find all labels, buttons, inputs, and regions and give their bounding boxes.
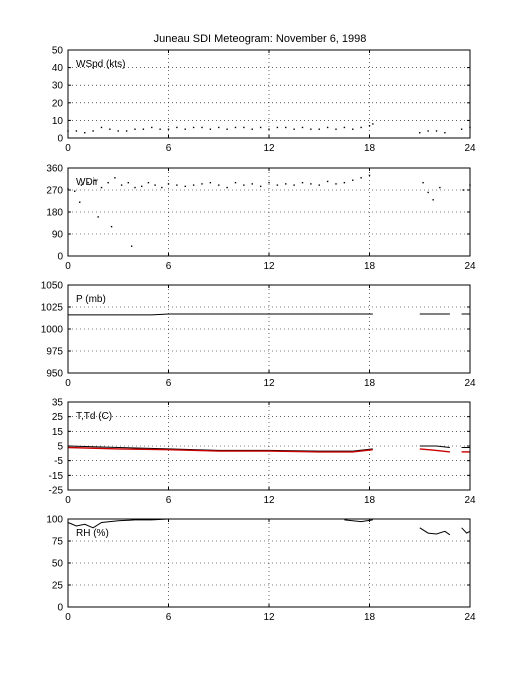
data-point — [201, 127, 202, 128]
data-point — [302, 127, 303, 128]
data-point — [109, 129, 110, 130]
panel-label: RH (%) — [76, 528, 109, 539]
panel-3 — [41, 281, 476, 390]
x-tick-label: 12 — [263, 143, 275, 154]
x-tick-label: 12 — [263, 378, 275, 389]
y-tick-label: 0 — [57, 133, 63, 145]
y-tick-label: 50 — [51, 558, 63, 570]
data-point — [419, 132, 420, 133]
series-line-1 — [344, 520, 372, 522]
y-tick-label: 5 — [57, 441, 63, 453]
x-tick-label: 6 — [165, 612, 172, 623]
series-line-1 — [420, 446, 450, 448]
x-tick-label: 18 — [363, 143, 376, 154]
data-point — [427, 130, 428, 131]
data-point — [134, 187, 135, 188]
x-tick-label: 6 — [165, 378, 172, 389]
series-line-1 — [462, 528, 470, 533]
panel-label: WDir — [76, 177, 99, 188]
x-tick-label: 24 — [464, 495, 476, 506]
y-tick-label: 975 — [46, 346, 63, 358]
y-tick-label: 90 — [51, 229, 63, 241]
x-tick-label: 0 — [65, 495, 71, 506]
data-point — [141, 186, 142, 187]
y-tick-label: 1025 — [40, 302, 63, 314]
x-tick-label: 0 — [65, 143, 71, 154]
y-tick-label: 50 — [51, 45, 63, 57]
y-tick-label: 0 — [57, 251, 63, 263]
data-point — [360, 177, 361, 178]
panel-5 — [46, 515, 476, 624]
data-point — [111, 226, 112, 227]
data-point — [352, 180, 353, 181]
x-tick-label: 18 — [363, 612, 376, 623]
data-point — [463, 189, 464, 190]
y-tick-label: 75 — [51, 536, 63, 548]
data-point — [319, 184, 320, 185]
y-tick-label: 100 — [46, 514, 63, 526]
y-tick-label: 0 — [57, 602, 63, 614]
data-point — [310, 129, 311, 130]
data-point — [185, 186, 186, 187]
x-tick-label: 6 — [165, 143, 172, 154]
data-point — [461, 129, 462, 130]
y-tick-label: 25 — [51, 580, 63, 592]
data-point — [235, 127, 236, 128]
data-point — [185, 129, 186, 130]
data-point — [327, 127, 328, 128]
data-point — [293, 184, 294, 185]
data-point — [226, 187, 227, 188]
data-point — [277, 127, 278, 128]
x-tick-label: 24 — [464, 143, 476, 154]
data-point — [252, 183, 253, 184]
data-point — [268, 182, 269, 183]
data-point — [352, 129, 353, 130]
x-tick-label: 6 — [165, 495, 172, 506]
y-tick-label: 10 — [51, 115, 63, 127]
data-point — [101, 127, 102, 128]
data-point — [176, 127, 177, 128]
data-point — [319, 129, 320, 130]
data-point — [327, 181, 328, 182]
data-point — [285, 183, 286, 184]
data-point — [444, 132, 445, 133]
data-point — [344, 127, 345, 128]
y-tick-label: 1050 — [40, 280, 63, 292]
data-point — [285, 127, 286, 128]
panel-4 — [49, 398, 476, 507]
data-point — [114, 177, 115, 178]
data-point — [148, 182, 149, 183]
data-point — [210, 129, 211, 130]
x-tick-label: 0 — [65, 378, 71, 389]
y-tick-label: -25 — [48, 485, 63, 497]
x-tick-label: 0 — [65, 612, 71, 623]
x-tick-label: 12 — [263, 612, 275, 623]
data-point — [268, 129, 269, 130]
data-point — [210, 182, 211, 183]
data-point — [277, 184, 278, 185]
panel-2 — [46, 164, 476, 273]
data-point — [121, 184, 122, 185]
data-point — [92, 130, 93, 131]
data-point — [108, 182, 109, 183]
data-point — [372, 123, 373, 124]
data-point — [79, 202, 80, 203]
data-point — [143, 129, 144, 130]
y-tick-label: -15 — [48, 470, 63, 482]
data-point — [101, 187, 102, 188]
data-point — [193, 127, 194, 128]
data-point — [369, 175, 370, 176]
data-point — [235, 182, 236, 183]
data-point — [427, 192, 428, 193]
data-point — [360, 127, 361, 128]
data-point — [168, 183, 169, 184]
data-point — [335, 129, 336, 130]
x-tick-label: 6 — [165, 261, 172, 272]
data-point — [335, 183, 336, 184]
data-point — [344, 182, 345, 183]
data-point — [293, 129, 294, 130]
panel-label: P (mb) — [76, 294, 106, 305]
y-tick-label: 360 — [46, 163, 63, 175]
x-tick-label: 0 — [65, 261, 71, 272]
series-line-2 — [68, 448, 373, 452]
data-point — [76, 130, 77, 131]
x-tick-label: 24 — [464, 612, 476, 623]
data-point — [260, 127, 261, 128]
series-line-1 — [420, 528, 450, 535]
data-point — [168, 129, 169, 130]
panel-label: WSpd (kts) — [76, 59, 126, 70]
x-tick-label: 24 — [464, 261, 476, 272]
y-tick-label: 40 — [51, 63, 63, 75]
x-tick-label: 24 — [464, 378, 476, 389]
data-point — [436, 130, 437, 131]
data-point — [151, 127, 152, 128]
series-line-2 — [420, 449, 450, 452]
y-tick-label: 950 — [46, 368, 63, 380]
y-tick-label: 25 — [51, 412, 63, 424]
y-tick-label: 270 — [46, 185, 63, 197]
x-tick-label: 18 — [363, 378, 376, 389]
data-point — [161, 187, 162, 188]
data-point — [128, 182, 129, 183]
data-point — [159, 129, 160, 130]
data-point — [154, 184, 155, 185]
x-tick-label: 12 — [263, 261, 275, 272]
data-point — [252, 129, 253, 130]
data-point — [201, 183, 202, 184]
series-line-1 — [68, 314, 373, 315]
x-tick-label: 12 — [263, 495, 275, 506]
panel-label: T,Td (C) — [76, 411, 113, 422]
y-tick-label: 20 — [51, 98, 63, 110]
data-point — [97, 216, 98, 217]
panel-1 — [52, 46, 476, 155]
data-point — [310, 183, 311, 184]
data-point — [243, 184, 244, 185]
data-point — [118, 130, 119, 131]
figure-title: Juneau SDI Meteogram: November 6, 1998 — [153, 33, 367, 45]
x-tick-label: 18 — [363, 495, 376, 506]
data-point — [260, 186, 261, 187]
y-tick-label: 180 — [46, 207, 63, 219]
y-tick-label: 30 — [51, 80, 63, 92]
y-tick-label: 1000 — [40, 324, 63, 336]
y-tick-label: 15 — [51, 426, 63, 438]
data-point — [369, 125, 370, 126]
data-point — [131, 246, 132, 247]
data-point — [126, 130, 127, 131]
data-point — [432, 199, 433, 200]
data-point — [226, 129, 227, 130]
y-tick-label: -5 — [54, 456, 63, 468]
data-point — [74, 191, 75, 192]
data-point — [422, 182, 423, 183]
data-point — [176, 184, 177, 185]
data-point — [134, 129, 135, 130]
data-point — [193, 184, 194, 185]
data-point — [302, 182, 303, 183]
data-point — [218, 127, 219, 128]
data-point — [243, 127, 244, 128]
data-point — [439, 187, 440, 188]
y-tick-label: 35 — [51, 397, 63, 409]
series-line-1 — [68, 519, 227, 528]
data-point — [84, 132, 85, 133]
data-point — [218, 184, 219, 185]
x-tick-label: 18 — [363, 261, 376, 272]
